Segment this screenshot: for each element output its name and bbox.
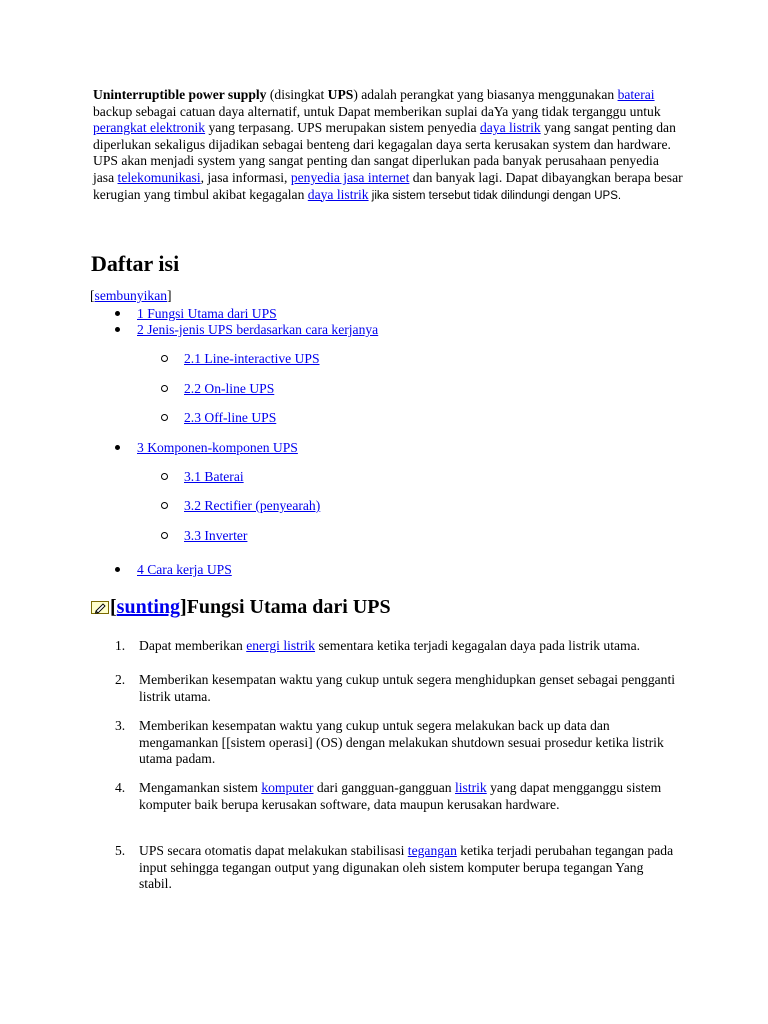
intro-text: (disingkat (266, 87, 328, 102)
bracket: [ (110, 596, 117, 618)
toc-link[interactable]: 1 Fungsi Utama dari UPS (137, 306, 277, 321)
item-text: sementara ketika terjadi kegagalan daya pada listrik utama. (315, 638, 641, 653)
toc-link[interactable]: 4 Cara kerja UPS (137, 562, 232, 577)
intro-text: backup sebagai catuan daya alternatif, untuk Dapat memberikan suplai daYa yang tidak terganggu untuk (93, 103, 661, 119)
list-item (115, 672, 679, 705)
intro-term: Uninterruptible power supply (93, 87, 267, 102)
link-baterai[interactable]: baterai (617, 87, 655, 102)
list-number: 3. (115, 718, 126, 733)
link-perangkat-elektronik[interactable]: perangkat elektronik (93, 120, 206, 136)
toc-link[interactable]: 2.3 Off-line UPS (184, 410, 277, 425)
toc-subitem (184, 528, 247, 544)
link-daya-listrik[interactable]: daya listrik (479, 120, 541, 136)
intro-text: yang terpasang. UPS merupakan sistem penyedia (205, 120, 480, 136)
toc-item (137, 562, 232, 578)
item-text: ketika terjadi perubahan tegangan pada input sehingga tegangan output yang digunakan oleh sistem komputer berupa tegangan Yang stabil. (139, 843, 674, 892)
toc-item (137, 322, 378, 338)
list-item (115, 718, 679, 768)
toc-subitem (184, 498, 320, 514)
item-text: yang dapat mengganggu sistem komputer baik berupa kerusakan software, data maupun kerusakan hardware. (139, 780, 662, 812)
bullet-icon (115, 311, 120, 316)
toc-hide-link[interactable]: sembunyikan (94, 288, 168, 303)
circle-bullet-icon (161, 385, 168, 392)
bracket: ] (180, 596, 187, 618)
item-text: UPS secara otomatis dapat melakukan stabilisasi (139, 843, 408, 858)
link-listrik[interactable]: listrik (455, 780, 487, 795)
toc-toggle (90, 288, 172, 304)
intro-abbr: UPS (327, 87, 354, 102)
link-daya-listrik-2[interactable]: daya listrik (307, 186, 369, 202)
bullet-icon (115, 327, 120, 332)
toc-title: Daftar isi (91, 251, 180, 276)
list-item (115, 638, 679, 655)
bullet-icon (115, 445, 120, 450)
circle-bullet-icon (161, 414, 168, 421)
list-number: 4. (115, 780, 126, 795)
intro-paragraph (93, 87, 683, 204)
circle-bullet-icon (161, 532, 168, 539)
link-energi-listrik[interactable]: energi listrik (246, 638, 316, 653)
link-komputer[interactable]: komputer (261, 780, 314, 795)
section-title: Fungsi Utama dari UPS (186, 596, 391, 618)
intro-text: , jasa informasi, (200, 169, 291, 185)
toc-link[interactable]: 3.1 Baterai (184, 469, 244, 484)
toc-item (137, 306, 277, 322)
item-text: Mengamankan sistem (139, 780, 262, 795)
item-text: dari gangguan-gangguan (313, 780, 455, 795)
circle-bullet-icon (161, 355, 168, 362)
section-heading (91, 596, 391, 619)
edit-icon[interactable] (91, 601, 109, 614)
bullet-icon (115, 567, 120, 572)
toc-subitem (184, 469, 244, 485)
list-number: 1. (115, 638, 126, 653)
item-text: Memberikan kesempatan waktu yang cukup untuk segera melakukan back up data dan mengamankan [[sistem operasi] (OS) dengan melakukan shutdown sesuai prosedur ketika listrik utama padam. (139, 718, 664, 767)
toc-subitem (184, 410, 276, 426)
toc-link[interactable]: 3.3 Inverter (184, 528, 248, 543)
edit-section-link[interactable]: sunting (116, 596, 181, 618)
toc-link[interactable]: 2 Jenis-jenis UPS berdasarkan cara kerjanya (137, 322, 379, 337)
link-tegangan[interactable]: tegangan (407, 843, 457, 858)
bracket: ] (167, 288, 172, 303)
intro-text-tail: jika sistem tersebut tidak dilindungi dengan UPS. (368, 189, 622, 202)
intro-text: dan banyak lagi. Dapat dibayangkan berapa besar kerugian yang timbul akibat kegagalan (93, 169, 683, 202)
list-item (115, 843, 679, 893)
toc-link[interactable]: 3.2 Rectifier (penyearah) (184, 498, 321, 513)
list-number: 5. (115, 843, 126, 858)
intro-text: yang sangat penting dan diperlukan sekaligus dijadikan sebagai benteng dari kegagalan daya serta kerusakan system dan hardware. UPS akan menjadi system yang sangat penting dan sangat diperlukan pada banyak perusahaan penyedia jasa (93, 120, 676, 185)
toc-link[interactable]: 2.1 Line-interactive UPS (184, 351, 320, 366)
toc-link[interactable]: 3 Komponen-komponen UPS (137, 440, 298, 455)
link-telekomunikasi[interactable]: telekomunikasi (117, 169, 201, 185)
circle-bullet-icon (161, 473, 168, 480)
link-penyedia-jasa-internet[interactable]: penyedia jasa internet (290, 169, 410, 185)
toc-link[interactable]: 2.2 On-line UPS (184, 381, 275, 396)
list-number: 2. (115, 672, 126, 687)
article (90, 87, 683, 892)
item-text: Dapat memberikan (139, 638, 247, 653)
item-text: Memberikan kesempatan waktu yang cukup untuk segera menghidupkan genset sebagai pengganti listrik utama. (139, 672, 676, 704)
circle-bullet-icon (161, 502, 168, 509)
list-item (115, 780, 679, 813)
bracket: [ (90, 288, 95, 303)
toc-subitem (184, 351, 320, 367)
intro-text: ) adalah perangkat yang biasanya menggunakan (353, 87, 618, 102)
toc-item (137, 440, 298, 456)
toc-subitem (184, 381, 274, 397)
